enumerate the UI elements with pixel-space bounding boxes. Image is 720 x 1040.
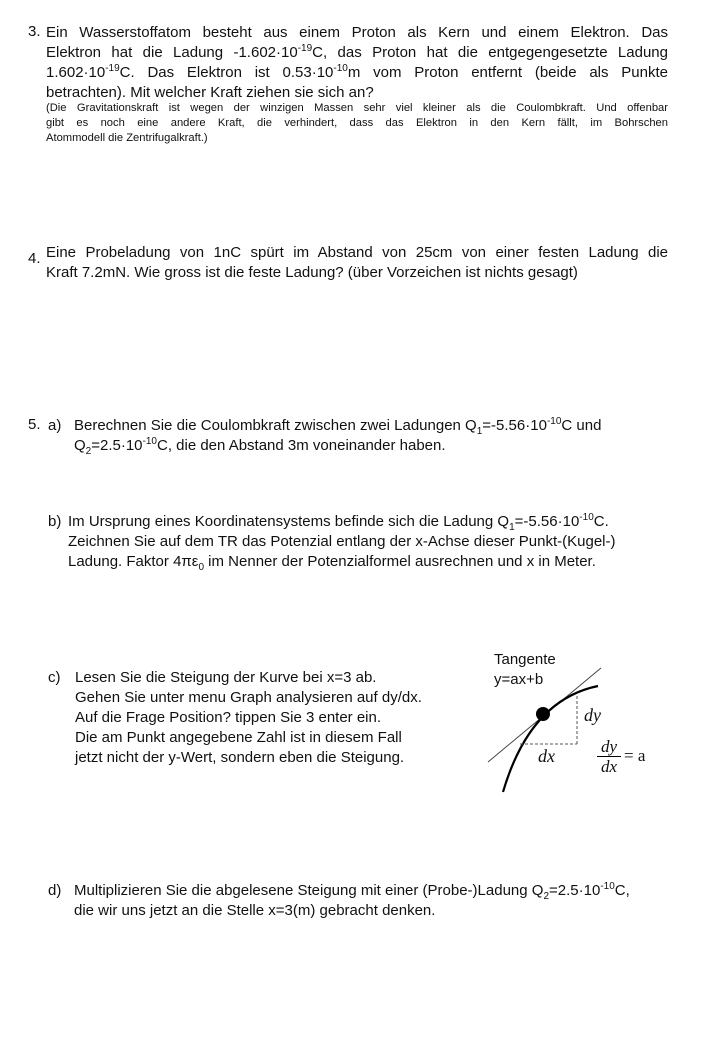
task5d-text — [74, 881, 630, 921]
task5b-text — [68, 512, 616, 572]
task4-text — [46, 243, 668, 283]
tangent-diagram — [470, 660, 660, 800]
task5a-line-1: Berechnen Sie die Coulombkraft zwischen zwei Ladungen $Q_1=-5.56\cdot 10^{-10}C$ und — [74, 416, 602, 437]
curve — [503, 686, 598, 792]
tangent-equation: y=ax+b — [494, 671, 544, 688]
task5c-line-2: Gehen Sie unter menu Graph analysieren auf dy/dx. — [75, 689, 422, 706]
task5b-line-1: Im Ursprung eines Koordinatensystems befinde sich die Ladung $Q_1=-5.56\cdot 10^{-10}C$. — [68, 512, 609, 533]
task5b-line-2: Zeichnen Sie auf dem TR das Potenzial entlang der x-Achse dieser Punkt-(Kugel-) — [68, 533, 616, 550]
task5a-line-2: $Q_2=2.5\cdot 10^{-10}C$, die den Abstand 3m voneinander haben. — [74, 436, 446, 457]
task3-note — [46, 101, 668, 146]
task4-line-1: Eine Probeladung von 1nC spürt im Abstand von 25cm von einer festen Ladung die — [46, 244, 668, 261]
derivative-fraction — [597, 738, 621, 777]
task3-text — [46, 23, 668, 103]
task5c-line-1: Lesen Sie die Steigung der Kurve bei x=3 ab. — [75, 669, 377, 686]
task5b-line-3: Ladung. Faktor $4\pi\varepsilon_0$ im Nenner der Potenzialformel ausrechnen und x in Meter. — [68, 553, 596, 573]
task5c-line-5: jetzt nicht der y-Wert, sondern eben die Steigung. — [75, 749, 405, 766]
task5c-line-4: Die am Punkt angegebene Zahl ist in diesem Fall — [75, 729, 402, 746]
task5c-label: c) — [48, 669, 61, 686]
task5d-line-2: die wir uns jetzt an die Stelle x=3(m) gebracht denken. — [74, 902, 436, 919]
task4-line-2: Kraft 7.2mN. Wie gross ist die feste Ladung? (über Vorzeichen ist nichts gesagt) — [46, 264, 578, 281]
fraction-rhs: = a — [624, 746, 646, 765]
task3-note-line-3: Atommodell die Zentrifugalkraft.) — [46, 132, 208, 144]
task5b-label: b) — [48, 513, 62, 530]
tangent-label: Tangente — [494, 651, 556, 668]
task4-number: 4. — [28, 250, 41, 267]
fraction-numerator: dy — [597, 738, 621, 757]
tangent-point — [536, 707, 550, 721]
task5a-label: a) — [48, 417, 62, 434]
dx-label: dx — [538, 746, 555, 766]
task5d-line-1: Multiplizieren Sie die abgelesene Steigung mit einer (Probe-)Ladung $Q_2=2.5\cdot 10^{-10}C$, — [74, 881, 630, 902]
task5-number: 5. — [28, 416, 41, 433]
task3-line-4: betrachten). Mit welcher Kraft ziehen sie sich an? — [46, 84, 374, 101]
task3-line-2: Elektron hat die Ladung $-1.602\cdot 10^{-19}C$, das Proton hat die entgegengesetzte Ladung — [46, 43, 668, 61]
task3-line-1: Ein Wasserstoffatom besteht aus einem Proton als Kern und einem Elektron. Das — [46, 24, 668, 41]
task3-note-line-1: (Die Gravitationskraft ist wegen der winzigen Massen sehr viel kleiner als die Coulombkraft. Und offenbar — [46, 102, 668, 114]
fraction-denominator: dx — [600, 757, 618, 776]
task5a-text — [74, 416, 601, 456]
dy-label: dy — [584, 705, 601, 725]
task5d-label: d) — [48, 882, 62, 899]
task5c-line-3: Auf die Frage Position? tippen Sie 3 enter ein. — [75, 709, 382, 726]
task3-line-3: $1.602\cdot 10^{-19}C$. Das Elektron ist $0.53\cdot 10^{-10}m$ vom Proton entfernt (beide als Punkte — [46, 63, 668, 81]
task5c-text — [75, 668, 457, 768]
task3-number: 3. — [28, 23, 41, 40]
task3-note-line-2: gibt es noch eine andere Kraft, die verhindert, dass das Elektron in den Kern fällt, im Bohrschen — [46, 117, 668, 129]
